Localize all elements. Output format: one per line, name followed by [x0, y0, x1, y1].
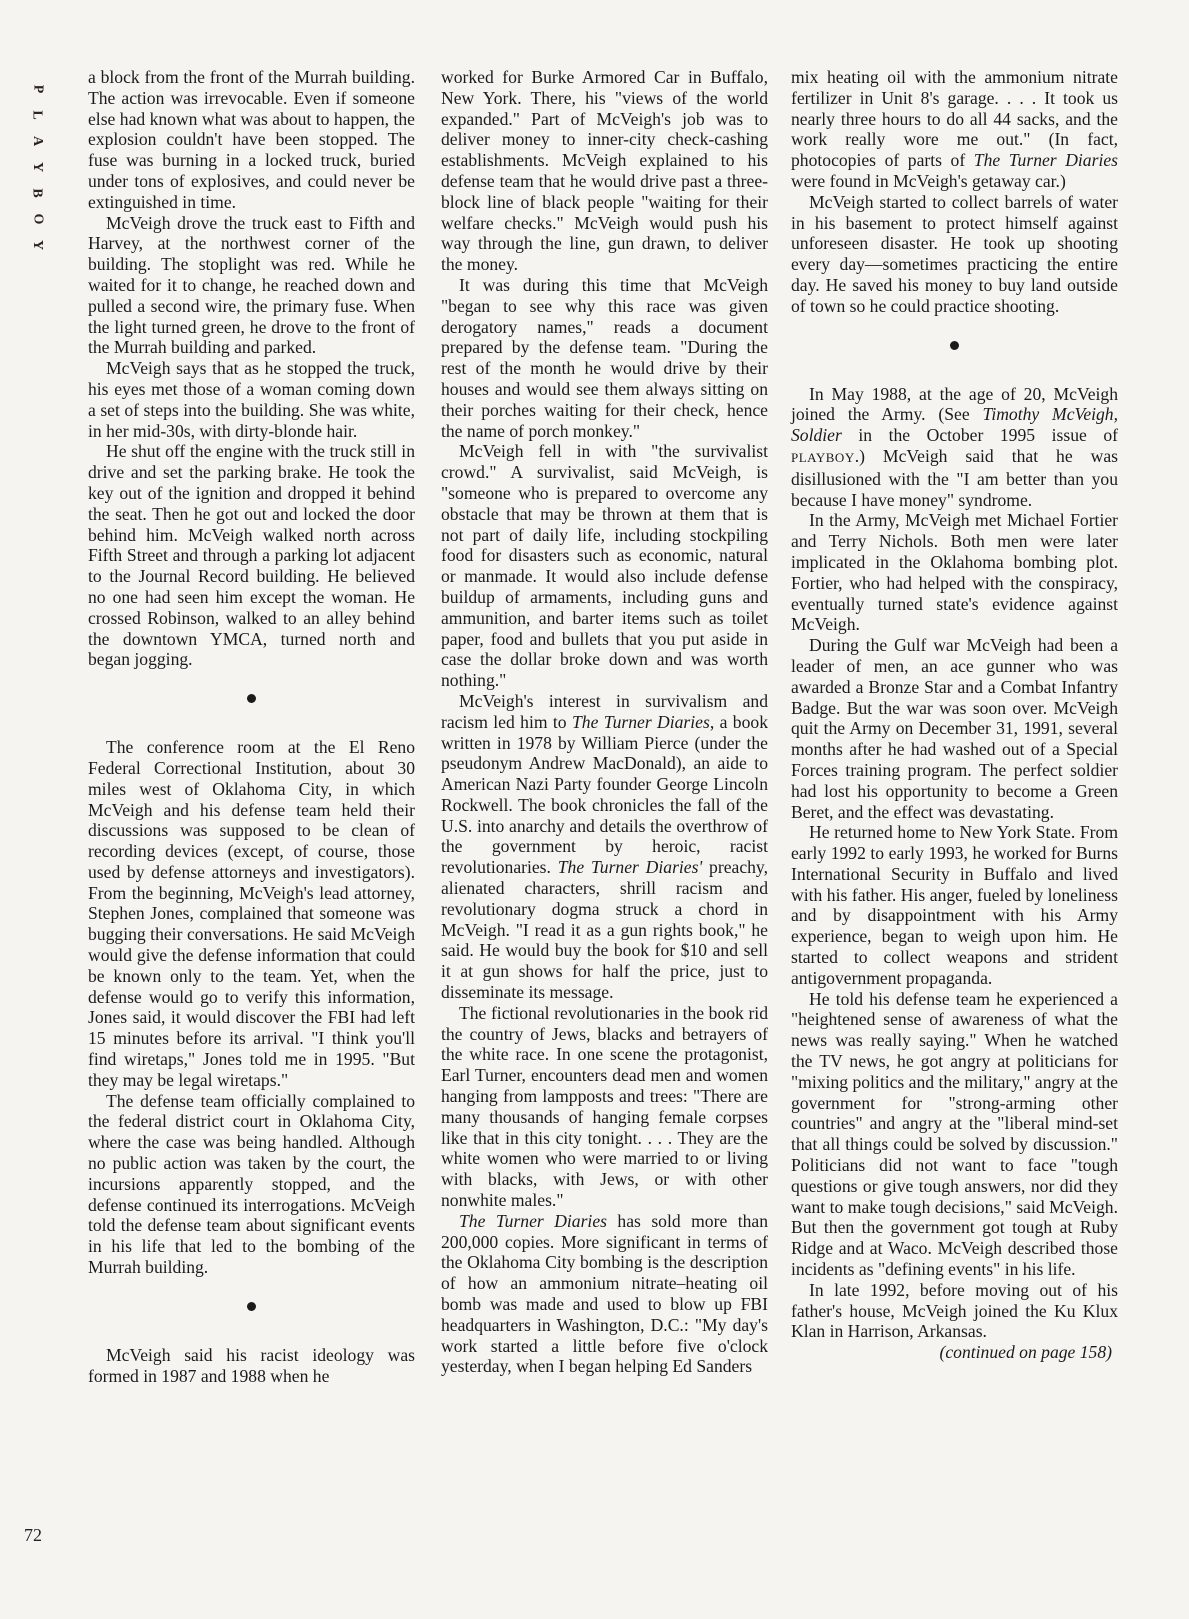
section-gap [791, 350, 1118, 384]
magazine-name: PLAYBOY [791, 449, 855, 465]
column-2 [441, 67, 768, 1377]
running-head-letter: B [30, 188, 45, 198]
text-run: preachy, alienated characters, shrill racism and revolutionary dogma struck a chord in McVeigh. "I read it as a gun rights book," he said. He would buy the book for $10 and sell it at gun shows for half the price, just to disseminate its message. [441, 857, 768, 1003]
book-title: The Turner Diaries [459, 1210, 607, 1231]
paragraph: McVeigh drove the truck east to Fifth and Harvey, at the northwest corner of the building. The stoplight was red. While he waited for it to change, he reached down and pulled a second wire, the primary fuse. When the light turned green, he drove to the front of the Murrah building and parked. [88, 212, 415, 358]
paragraph: The conference room at the El Reno Federal Correctional Institution, about 30 miles west of Oklahoma City, in which McVeigh and his defense team held their discussions was supposed to be clean of recording devices (except, of course, those used by defense attorneys and investigators). From the beginning, McVeigh's lead attorney, Stephen Jones, complained that someone was bugging their conversations. He said McVeigh would give the defense information that could be known only to the team. Yet, when the defense would go to verify this information, Jones said, it would discover the FBI had left 15 minutes before its arrival. "I think you'll find wiretaps," Jones told me in 1995. "But they may be legal wiretaps." [88, 737, 415, 1090]
paragraph: It was during this time that McVeigh "began to see why this race was given derogatory names," reads a document prepared by the defense team. "During the rest of the month he would drive by their houses and would see them always sitting on their porches waiting for their check, hence the name of porch monkey." [441, 274, 768, 441]
paragraph: The defense team officially complained to the federal district court in Oklahoma City, where the case was being handled. Although no public action was taken by the court, the incursions apparently stopped, and the defense continued its interrogations. McVeigh told the defense team about significant events in his life that led to the bombing of the Murrah building. [88, 1090, 415, 1278]
running-head-letter: L [30, 110, 45, 120]
paragraph [441, 1211, 768, 1377]
running-head [26, 76, 48, 258]
book-title: The Turner Diaries [571, 711, 710, 732]
paragraph: He shut off the engine with the truck still in drive and set the parking brake. He took the key out of the ignition and dropped it behind the seat. Then he got out and locked the door behind him. McVeigh walked north across Fifth Street and through a parking lot adjacent to the Journal Record building. He believed no one had seen him except the woman. He crossed Robinson, walked to an alley behind the downtown YMCA, turned north and began jogging. [88, 441, 415, 670]
section-gap [88, 703, 415, 737]
text-run: in the October 1995 issue of [841, 425, 1118, 446]
running-head-letter: O [29, 213, 45, 225]
paragraph [791, 67, 1118, 192]
paragraph: In the Army, McVeigh met Michael Fortier and Terry Nichols. Both men were later implicated in the Oklahoma bombing plot. Fortier, who had helped with the conspiracy, eventually turned state's evidence against McVeigh. [791, 510, 1118, 635]
section-break-bullet [247, 694, 256, 703]
running-head-letter: Y [30, 161, 45, 173]
text-run: McVeigh's interest in survivalism and racism led him to [441, 690, 768, 732]
paragraph: worked for Burke Armored Car in Buffalo, New York. There, his "views of the world expanded." Part of McVeigh's job was to deliver money to inner-city check-cashing establishments. McVeigh explained to his defense team that he would drive past a three-block line of black people "waiting for their welfare checks." McVeigh would push his way through the line, gun drawn, to deliver the money. [441, 67, 768, 275]
page-number: 72 [24, 1525, 42, 1545]
text-run: were found in McVeigh's getaway car.) [791, 170, 1066, 191]
paragraph: McVeigh started to collect barrels of water in his basement to protect himself against unforeseen disaster. He took up shooting every day—sometimes practicing the entire day. He saved his money to buy land outside of town so he could practice shooting. [791, 191, 1118, 316]
running-head-letter: Y [30, 239, 45, 251]
paragraph: McVeigh fell in with "the survivalist crowd." A survivalist, said McVeigh, is "someone who is prepared to overcome any obstacle that may be thrown at them that is not part of daily life, including stockpiling food for disasters such as economic, natural or manmade. It would also include defense buildup of armaments, including guns and ammunition, and barter items such as toilet paper, food and bullets that you put aside in case the dollar broke down and was worth nothing." [441, 441, 768, 691]
article-title: Timothy McVeigh, Soldier [791, 404, 1119, 446]
running-head-letter: A [30, 135, 45, 147]
text-run: mix heating oil with the ammonium nitrate fertilizer in Unit 8's garage. . . . It took us nearly three hours to do all 44 sacks, and the work really wore me out." (In fact, photocopies of parts of [791, 67, 1118, 171]
paragraph: He returned home to New York State. From early 1992 to early 1993, he worked for Burns International Security in Buffalo and lived with his father. His anger, fueled by loneliness and by disappointment with his Army experience, began to weigh upon him. He started to collect weapons and strident antigovernment propaganda. [791, 822, 1118, 988]
book-title: The Turner Diaries [973, 150, 1118, 171]
paragraph: a block from the front of the Murrah building. The action was irrevocable. Even if someone else had known what was about to happen, the explosion couldn't have been stopped. The fuse was burning in a locked truck, buried under tons of explosives, and could never be extinguished in time. [88, 67, 415, 212]
paragraph: McVeigh said his racist ideology was formed in 1987 and 1988 when he [88, 1344, 415, 1386]
column-1 [88, 67, 415, 1386]
running-head-letter: P [30, 84, 45, 94]
text-run: has sold more than 200,000 copies. More significant in terms of the Oklahoma City bombing is the description of how an ammonium nitrate–heating oil bomb was made and used to blow up FBI headquarters in Washington, D.C.: "My day's work started a little before five o'clock yesterday, when I began helping Ed Sanders [441, 1210, 768, 1377]
paragraph: In late 1992, before moving out of his father's house, McVeigh joined the Ku Klux Klan in Harrison, Arkansas. [791, 1279, 1118, 1342]
paragraph: He told his defense team he experienced a "heightened sense of awareness of what the news was really saying." When he watched the TV news, he got angry at politicians for "mixing politics and the military," angry at the government for "strong-arming other countries" and angry at the "liberal mind-set that all things could be solved by discussion." Politicians did not want to face "tough questions or give tough answers, nor did they want to make tough decisions," said McVeigh. But then the government got tough at Ruby Ridge and at Waco. McVeigh described those incidents as "defining events" in his life. [791, 988, 1118, 1280]
text-run: .) McVeigh said that he was disillusioned with the "I am better than you because I have money" syndrome. [791, 445, 1118, 510]
paragraph: McVeigh says that as he stopped the truck, his eyes met those of a woman coming down a set of steps into the building. She was white, in her mid-30s, with dirty-blonde hair. [88, 358, 415, 441]
text-run: , a book written in 1978 by William Pierce (under the pseudonym Andrew MacDonald), an aide to American Nazi Party founder George Lincoln Rockwell. The book chronicles the fall of the U.S. into anarchy and details the overthrow of the government by heroic, racist revolutionaries. [441, 711, 768, 878]
paragraph [791, 384, 1118, 511]
section-gap [88, 1311, 415, 1345]
continued-note: (continued on page 158) [939, 1342, 1112, 1363]
paragraph: The fictional revolutionaries in the book rid the country of Jews, blacks and betrayers of the white race. In one scene the protagonist, Earl Turner, encounters dead men and women hanging from lampposts and trees: "There are many thousands of hanging female corpses like that in this city tonight. . . . They are the white women who were married to or living with blacks, with Jews, or with other nonwhite males." [441, 1002, 768, 1211]
section-break-bullet [950, 341, 959, 350]
paragraph: During the Gulf war McVeigh had been a leader of men, an ace gunner who was awarded a Bronze Star and a Combat Infantry Badge. But the war was soon over. McVeigh quit the Army on December 31, 1991, several months after he had washed out of a Special Forces training program. The perfect soldier had lost his opportunity to become a Green Beret, and the effect was devastating. [791, 635, 1118, 822]
section-break-bullet [247, 1302, 256, 1311]
text-run: In May 1988, at the age of 20, McVeigh joined the Army. (See [791, 383, 1118, 425]
paragraph [441, 691, 768, 1003]
column-3 [791, 67, 1118, 1363]
book-title: The Turner Diaries' [557, 857, 703, 878]
